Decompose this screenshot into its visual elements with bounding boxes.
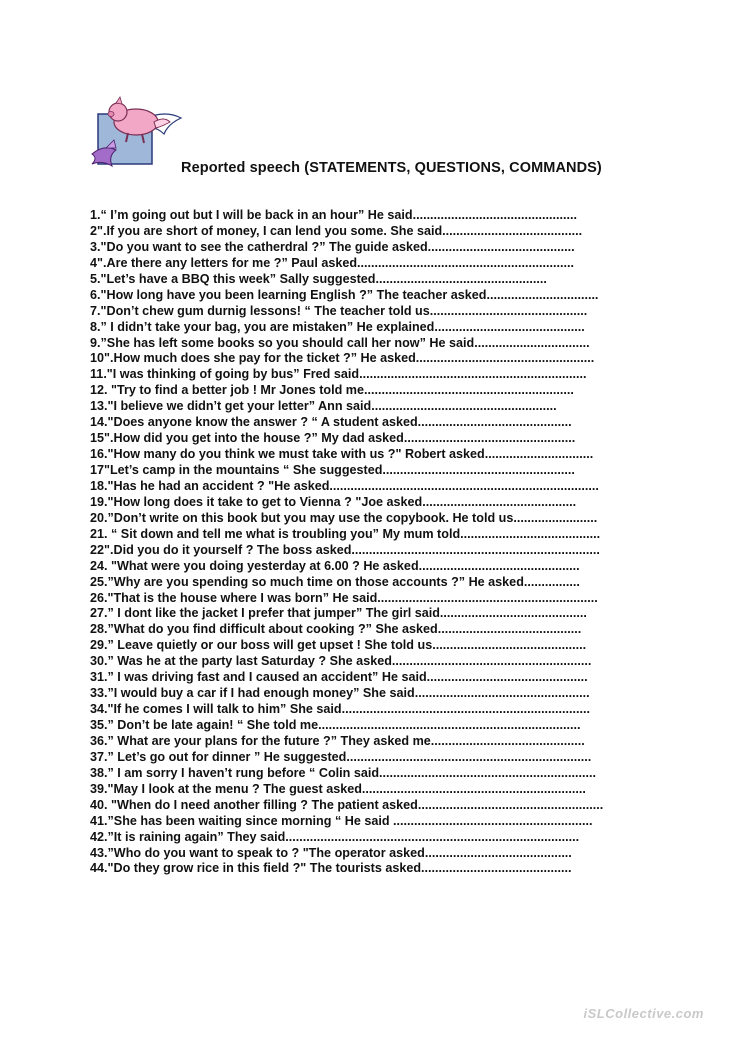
exercise-item: 42.”It is raining again” They said.................................................................................... — [90, 829, 580, 844]
exercise-item: 28.”What do you find difficult about cooking ?” She asked......................................... — [90, 622, 582, 637]
exercise-item: 1.“ I’m going out but I will be back in an hour” He said............................................... — [90, 208, 578, 222]
exercise-item: 40. "When do I need another filling ? The patient asked..................................................... — [90, 797, 604, 812]
exercise-item: 36.” What are your plans for the future ?” They asked me............................................ — [90, 733, 585, 748]
exercise-item: 20.”Don’t write on this book but you may use the copybook. He told us........................ — [90, 510, 598, 525]
exercise-item: 2".If you are short of money, I can lend you some. She said........................................ — [90, 223, 583, 238]
exercise-item: 22".Did you do it yourself ? The boss asked....................................................................... — [90, 542, 600, 557]
worksheet-title: Reported speech (STATEMENTS, QUESTIONS, COMMANDS) — [181, 160, 602, 176]
exercise-item: 39."May I look at the menu ? The guest asked................................................................ — [90, 781, 586, 796]
exercise-item: 35.” Don’t be late again! “ She told me........................................................................... — [90, 718, 581, 732]
exercise-item: 7."Don’t chew gum durnig lessons! “ The teacher told us............................................. — [90, 303, 588, 318]
exercise-item: 14."Does anyone know the answer ? “ A student asked............................................ — [90, 415, 572, 430]
exercise-item: 24. "What were you doing yesterday at 6.00 ? He asked.............................................. — [90, 558, 580, 573]
exercise-item: 13."I believe we didn’t get your letter” Ann said..................................................... — [90, 399, 557, 414]
exercise-item: 37.” Let’s go out for dinner ” He suggested...................................................................... — [90, 749, 592, 764]
exercise-item: 4".Are there any letters for me ?” Paul asked.............................................................. — [90, 255, 574, 270]
exercise-item: 41.”She has been waiting since morning “ He said ......................................................... — [90, 813, 593, 828]
exercise-item: 30.” Was he at the party last Saturday ? She asked......................................................... — [90, 654, 592, 669]
exercise-item: 29.” Leave quietly or our boss will get upset ! She told us............................................ — [90, 638, 587, 653]
exercise-item: 8.” I didn’t take your bag, you are mistaken” He explained........................................... — [90, 319, 585, 334]
exercise-item: 43.”Who do you want to speak to ? "The operator asked.......................................... — [90, 845, 572, 860]
exercise-item: 38.” I am sorry I haven’t rung before “ Colin said.............................................................. — [90, 765, 596, 780]
exercise-item: 18."Has he had an accident ? "He asked............................................................................. — [90, 478, 599, 493]
exercise-item: 21. “ Sit down and tell me what is troubling you” My mum told........................................ — [90, 526, 601, 541]
exercise-list — [90, 208, 680, 877]
exercise-item: 3."Do you want to see the catherdral ?” The guide asked.......................................... — [90, 239, 575, 254]
exercise-item: 27.” I dont like the jacket I prefer that jumper” The girl said.......................................... — [90, 606, 587, 621]
exercise-item: 11."I was thinking of going by bus” Fred said................................................................. — [90, 367, 587, 382]
exercise-item: 33.”I would buy a car if I had enough money” She said.................................................. — [90, 686, 590, 701]
exercise-item: 26."That is the house where I was born” He said............................................................... — [90, 590, 598, 605]
exercise-item: 25.”Why are you spending so much time on those accounts ?” He asked................ — [90, 574, 580, 589]
exercise-item: 34."If he comes I will talk to him” She said....................................................................... — [90, 702, 591, 717]
exercise-item: 12. "Try to find a better job ! Mr Jones told me............................................................ — [90, 383, 574, 398]
exercise-item: 31.” I was driving fast and I caused an accident” He said.............................................. — [90, 670, 588, 685]
exercise-item: 16."How many do you think we must take with us ?" Robert asked............................... — [90, 447, 594, 462]
exercise-item: 15".How did you get into the house ?” My dad asked................................................. — [90, 431, 576, 446]
exercise-item: 5."Let’s have a BBQ this week” Sally suggested................................................. — [90, 271, 547, 286]
exercise-item: 6."How long have you been learning English ?” The teacher asked................................ — [90, 287, 599, 302]
exercise-item: 44."Do they grow rice in this field ?" The tourists asked........................................... — [90, 861, 572, 876]
flying-pig-clipart — [86, 88, 186, 178]
exercise-item: 19."How long does it take to get to Vienna ? "Joe asked............................................ — [90, 494, 577, 509]
site-watermark: iSLCollective.com — [583, 1006, 704, 1021]
exercise-item: 10".How much does she pay for the ticket ?” He asked................................................... — [90, 351, 595, 366]
exercise-item: 17"Let’s camp in the mountains “ She suggested....................................................... — [90, 463, 575, 477]
exercise-item: 9.”She has left some books so you should call her now” He said................................. — [90, 335, 590, 350]
